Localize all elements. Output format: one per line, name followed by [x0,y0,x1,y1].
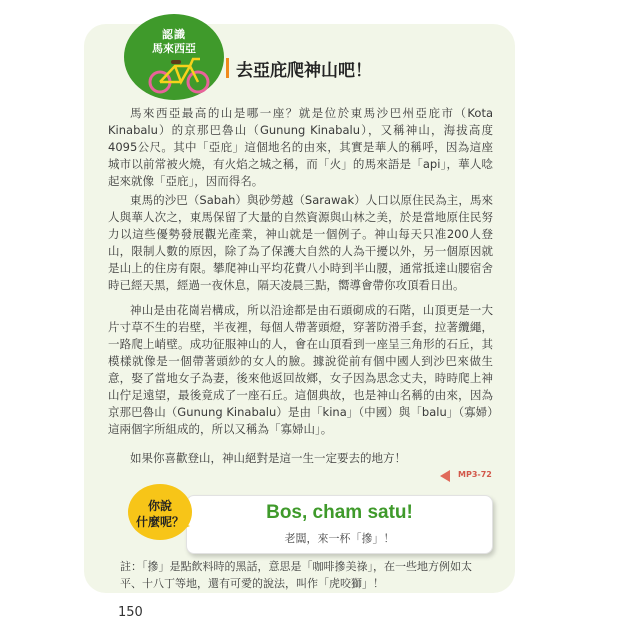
speaker-icon [440,470,450,482]
speech-bubble-line-1: 你說 [147,499,172,513]
bicycle-icon [145,54,215,94]
page-number: 150 [118,605,143,620]
badge-line-1: 認識 [162,28,186,41]
footnote: 註：「摻」是點飲料時的黑話，意思是「咖啡摻美祿」，在一些地方例如太平、十八丁等地，還有可愛的說法，叫作「虎咬獅」！ [120,560,472,590]
paragraph-2: 東馬的沙巴（Sabah）與砂勞越（Sarawak）人口以原住民為主，馬來人與華人次之，東馬保留了大量的自然資源與山林之美，於是當地原住民努力以這些優勢發展觀光產業，神山就是一個例子。神山每天只准200人登山，限制人數的原因，除了為了保護大自然的人為干擾以外，另一個原因就是山上的住房有限。攀爬神山平均花費八小時到半山腰，通常抵達山腰宿舍時已經天黑，經過一夜休息，隔天凌晨三點，嚮導會帶你攻頂看日出。 [108,193,493,292]
paragraph-1: 馬來西亞最高的山是哪一座？就是位於東馬沙巴州亞庇市（Kota Kinabalu）的京那巴魯山（Gunung Kinabalu），又稱神山，海拔高度4095公尺。其中「亞庇」這個地名的由來，其實是華人的稱呼，因為這座城市以前常被火燒，有火焰之城之稱，而「火」的馬來語是「api」，華人唸起來就像「亞庇」，因而得名。 [108,106,493,188]
speech-bubble-line-2: 什麼呢？ [135,515,184,529]
page-title: 去亞庇爬神山吧！ [236,61,372,81]
paragraph-3: 神山是由花崗岩構成，所以沿途都是由石頭砌成的石階，山頂更是一大片寸草不生的岩壁，半夜裡，每個人帶著頭燈，穿著防滑手套，拉著纜繩，一路爬上峭壁。成功征服神山的人，會在山頂看到一座呈三角形的石丘，其模樣就像是一個帶著頭紗的女人的臉。據說從前有個中國人到沙巴來做生意，娶了當地女子為妻，後來他返回故鄉，女子因為思念丈夫，時時爬上神山佇足遠望，最後竟成了一座石丘。這個典故，也是神山名稱的由來，因為京那巴魯山（Gunung Kinabalu）是由「kina」（中國）與「balu」（寡婦）這兩個字所組成的，所以又稱為「寡婦山」。 [108,303,493,436]
audio-track[interactable] [440,469,492,483]
audio-track-label: MP3-72 [458,470,492,479]
badge-line-2: 馬來西亞 [152,42,196,55]
paragraph-4: 如果你喜歡登山，神山絕對是這一生一定要去的地方！ [130,451,406,465]
title-accent-bar [226,58,229,78]
malay-phrase: Bos, cham satu! [266,502,413,523]
phrase-box [186,495,493,554]
phrase-translation: 老闆，來一杯「摻」！ [284,532,395,545]
speech-bubble [128,484,192,540]
